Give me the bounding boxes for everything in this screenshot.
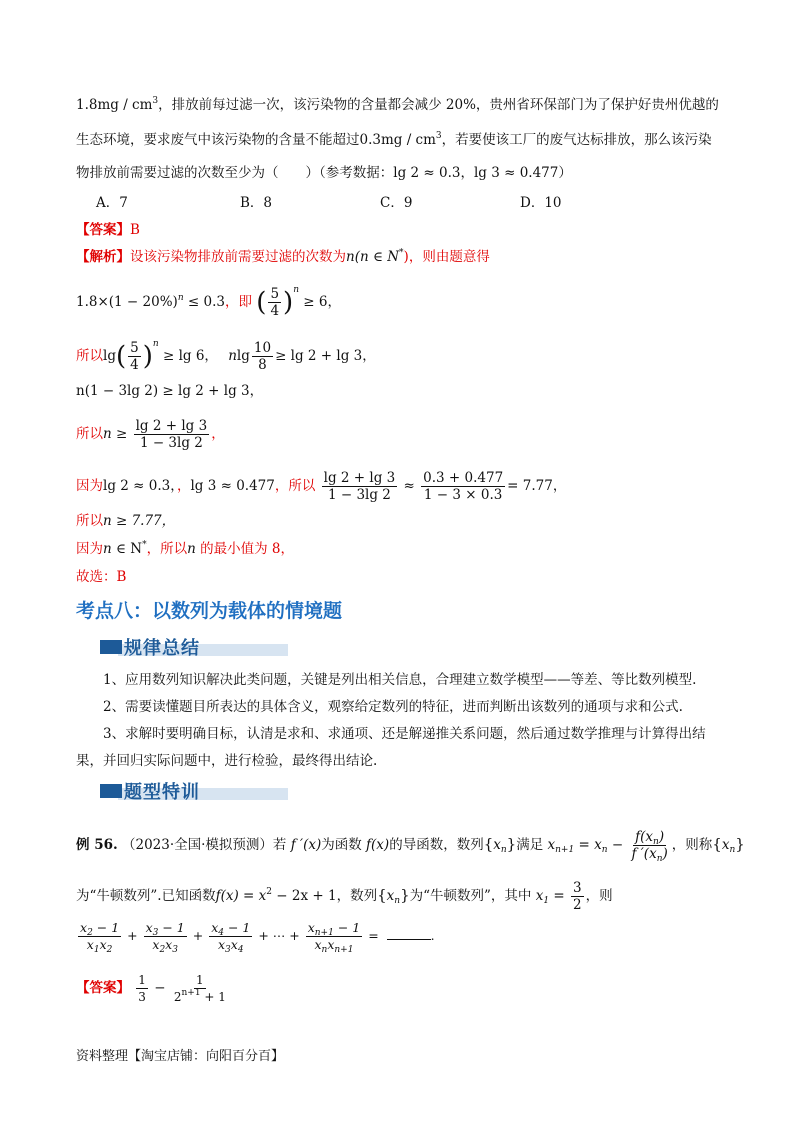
limit-value: 0.3mg / cm: [359, 132, 436, 148]
option-c: C．9: [380, 195, 413, 211]
analysis-step-5: 因为lg 2 ≈ 0.3，，lg 3 ≈ 0.477，所以 $\frac{\lg 2 + \lg 3}{1 - 3\lg 2}$ ≈ $\frac{0.3 + 0.477}{1 - 3 \times 0.3}$ = 7.77，: [76, 470, 567, 503]
answer-line: [76, 221, 140, 239]
analysis-intro: 【解析】设该污染物排放前需要过滤的次数为n(n ∈ N*)，则由题意得: [76, 248, 490, 265]
problem-text: ，排放前每过滤一次，该污染物的含量都会减少 20%，贵州省环保部门为了保护好贵州优越的: [158, 97, 719, 113]
problem-line-1: $1.8mg / cm^3$，排放前每过滤一次，该污染物的含量都会减少 20%，贵州省环保部门为了保护好贵州优越的: [76, 96, 719, 113]
example-answer: 【答案】 $\frac{1}{3}$ − $\frac{1}{2^{n+1} + 1}$: [76, 973, 226, 1004]
rule-3: 3、求解时要明确目标，认清是求和、求通项、还是解递推关系问题，然后通过数学推理与计算得出结果，并回归实际问题中，进行检验，最终得出结论.: [76, 726, 706, 769]
analysis-step-1: $1.8\times(1 - 20\%)^n \le 0.3$，即 ( $\frac{5}{4}$ )$^n$ ≥ 6，: [76, 285, 341, 319]
answer-blank: [387, 939, 431, 940]
analysis-step-7: 因为n ∈ N*，所以n 的最小值为 8，: [76, 540, 294, 557]
analysis-step-4: 所以n ≥ $\frac{\lg 2 + \lg 3}{1 - 3\lg 2}$ ，: [76, 418, 225, 451]
example-sum-expression: $\frac{x_2 - 1}{x_1x_2}$ + $\frac{x_3 - 1}{x_2x_3}$ + $\frac{x_4 - 1}{x_3x_4}$ + ⋯ + $\frac{x_{n+1} - 1}{x_nx_{n+1}}$ = .: [80, 920, 435, 955]
analysis-step-6: 所以n ≥ 7.77，: [76, 513, 176, 529]
reference-lg3: lg 3 ≈ 0.477: [473, 165, 559, 181]
section-title: 考点八：以数列为载体的情境题: [76, 600, 343, 622]
example-label: 例 56.: [76, 837, 118, 853]
practice-banner-label: 题型特训: [124, 782, 200, 803]
practice-banner: [100, 778, 290, 804]
option-d: D．10: [520, 195, 562, 211]
option-b: B．8: [240, 195, 273, 211]
option-a: A．7: [96, 195, 128, 211]
problem-text: 物排放前需要过滤的次数至少为（ ）（参考数据：: [76, 165, 394, 181]
analysis-step-3: n(1 − 3lg 2) ≥ lg 2 + lg 3，: [76, 383, 264, 399]
concentration-value: 1.8mg / cm: [76, 97, 153, 113]
problem-text: 生态环境，要求废气中该污染物的含量不能超过: [76, 132, 360, 148]
answer-label: 【答案】: [76, 980, 130, 996]
rule-1: 1、应用数列知识解决此类问题，关键是列出相关信息，合理建立数学模型——等差、等比数列模型.: [103, 672, 697, 688]
summary-banner: [100, 634, 290, 660]
problem-line-3: 物排放前需要过滤的次数至少为（ ）（参考数据：lg 2 ≈ 0.3，lg 3 ≈ 0.477）: [76, 165, 572, 181]
example-line-2: 为“牛顿数列”.已知函数$f(x) = x^2 - 2x + 1$，数列$\{x_n\}$为“牛顿数列”，其中 $x_1$ = $\frac{3}{2}$ ，则: [76, 880, 613, 913]
footer-text: 资料整理【淘宝店铺：向阳百分百】: [76, 1049, 285, 1064]
analysis-step-2: 所以lg( $\frac{5}{4}$ )$^n$ ≥ lg 6， nlg $\frac{10}{8}$ ≥ lg 2 + lg 3，: [76, 339, 376, 373]
problem-line-2: 生态环境，要求废气中该污染物的含量不能超过$0.3mg / cm^3$，若要使该工厂的废气达标排放，那么该污染: [76, 131, 712, 148]
answer-value: B: [130, 222, 140, 238]
answer-label: 【答案】: [76, 222, 130, 238]
analysis-conclusion: 故选：B: [76, 569, 127, 585]
summary-banner-label: 规律总结: [124, 638, 200, 659]
problem-text: ，若要使该工厂的废气达标排放，那么该污染: [441, 132, 712, 148]
analysis-label: 【解析】: [76, 249, 130, 265]
rule-2: 2、需要读懂题目所表达的具体含义，观察给定数列的特征，进而判断出该数列的通项与求和公式.: [103, 699, 683, 715]
example-line-1: 例 56. （2023·全国·模拟预测）若 f ′(x)为函数 f(x)的导函数，数列$\{x_n\}$满足 $x_{n+1} = x_n$ − $\frac{f(x_n)}{f '(x_n)}$ ，则称$\{x_n\}$: [76, 829, 745, 864]
reference-lg2: lg 2 ≈ 0.3: [393, 165, 461, 181]
